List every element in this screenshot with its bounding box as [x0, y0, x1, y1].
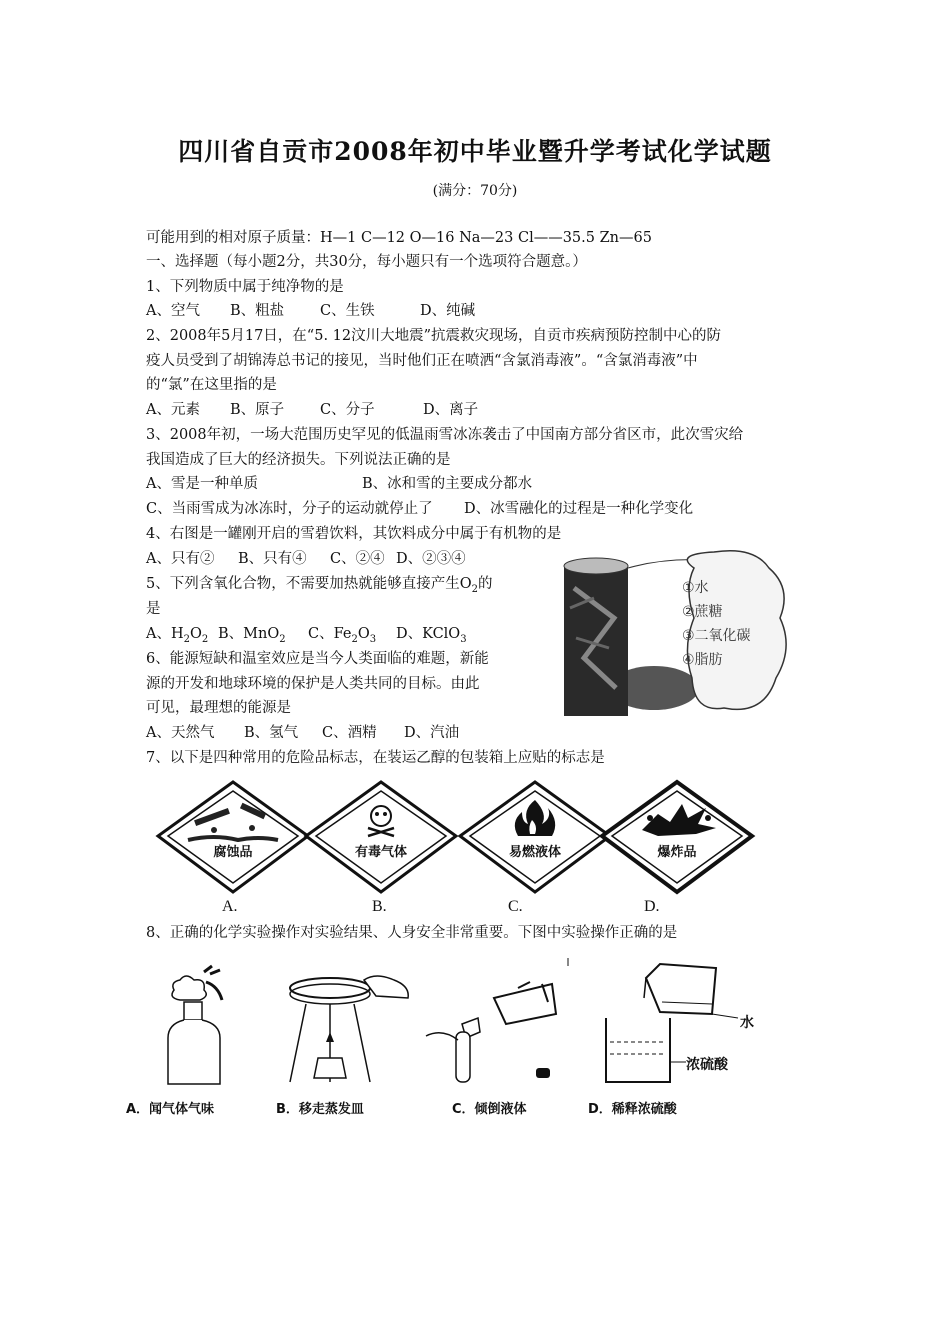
hazard-letter-c: C.: [508, 898, 523, 915]
hazard-letter-b: B.: [372, 898, 387, 915]
q5-c-sub1: 2: [351, 633, 358, 645]
hazard-sign-a: [154, 778, 312, 920]
page-title: 四川省自贡市2008年初中毕业暨升学考试化学试题: [178, 137, 772, 166]
q3-options-cd: [146, 500, 693, 518]
q7-stem: 7、以下是四种常用的危险品标志，在装运乙醇的包装箱上应贴的标志是: [146, 750, 605, 766]
q3-options-ab: [146, 475, 532, 493]
hazard-label-a: 腐蚀品: [213, 845, 253, 860]
q3-option-b: B、冰和雪的主要成分都水: [362, 476, 533, 492]
lab-figure-c: [422, 958, 572, 1086]
page-subtitle: (满分：70分): [432, 183, 518, 199]
hazard-label-c: 易燃液体: [508, 845, 561, 860]
q5-b-text: B、MnO: [218, 626, 280, 642]
q5-option-a: [146, 625, 218, 649]
q5-a-sub1: 2: [183, 633, 190, 645]
label-water: 水: [740, 1015, 754, 1031]
ingredient-1: ①水: [682, 580, 709, 596]
corrosive-icon: [154, 778, 312, 896]
q5-stem-sub: 2: [471, 583, 478, 595]
q6-stem-line1: 6、能源短缺和温室效应是当今人类面临的难题，新能: [146, 651, 489, 667]
q1-stem: 1、下列物质中属于纯净物的是: [146, 279, 344, 295]
q1-option-d: D、纯碱: [420, 303, 476, 319]
q3-stem-line1: 3、2008年初，一场大范围历史罕见的低温雨雪冰冻袭击了中国南方部分省区市，此次雪灾给: [146, 427, 744, 443]
evaporating-dish-icon: [286, 962, 416, 1088]
hazard-sign-b: [302, 778, 460, 920]
q6-option-a: A、天然气: [146, 725, 215, 741]
q4-option-b: B、只有④: [238, 551, 307, 567]
q4-option-d: D、②③④: [396, 551, 466, 567]
caption-d: D．稀释浓硫酸: [588, 1102, 677, 1117]
q5-a-text2: O: [190, 626, 202, 642]
q1-option-c: C、生铁: [320, 303, 375, 319]
q5-stem-line2: 是: [146, 601, 161, 617]
q3-stem-line2: 我国造成了巨大的经济损失。下列说法正确的是: [146, 452, 451, 468]
toxic-gas-icon: [302, 778, 460, 896]
q5-c-text2: O: [357, 626, 370, 642]
caption-a: A．闻气体气味: [126, 1102, 215, 1117]
ingredient-2: ②蔗糖: [682, 604, 723, 620]
flammable-liquid-icon: [456, 778, 614, 896]
q5-option-c: [308, 625, 396, 649]
gas-bottle-icon: [160, 960, 240, 1088]
ingredient-4: ④脂肪: [682, 652, 723, 668]
q5-b-sub: 2: [279, 633, 286, 645]
soda-can-illustration: [554, 548, 794, 720]
q5-stem-line1: [146, 575, 493, 599]
q6-option-b: B、氢气: [244, 725, 299, 741]
q2-option-d: D、离子: [423, 402, 479, 418]
q3-option-d: D、冰雪融化的过程是一种化学变化: [464, 501, 694, 517]
q3-option-a: A、雪是一种单质: [146, 476, 258, 492]
q2-stem-line3: 的“氯”在这里指的是: [146, 377, 277, 393]
q5-d-text: D、KClO: [396, 626, 461, 642]
q5-stem-post: 的: [478, 576, 493, 592]
q5-a-sub2: 2: [201, 633, 209, 645]
q2-options: [146, 401, 478, 419]
q2-option-a: A、元素: [146, 402, 200, 418]
pouring-liquid-icon: [422, 958, 572, 1086]
lab-figure-b: [286, 962, 416, 1088]
q1-options: [146, 302, 475, 320]
q5-a-text1: A、H: [146, 626, 184, 642]
lab-figure-d: [600, 958, 780, 1088]
q1-option-a: A、空气: [146, 303, 200, 319]
q4-options: [146, 550, 466, 568]
q6-option-c: C、酒精: [322, 725, 377, 741]
hazard-sign-c: [456, 778, 614, 920]
q2-option-c: C、分子: [320, 402, 375, 418]
q4-option-c: C、②④: [330, 551, 385, 567]
ingredient-bubble: [682, 576, 751, 672]
q8-stem: 8、正确的化学实验操作对实验结果、人身安全非常重要。下图中实验操作正确的是: [146, 925, 678, 941]
q2-option-b: B、原子: [230, 402, 285, 418]
q5-c-text1: C、Fe: [308, 626, 352, 642]
q6-option-d: D、汽油: [404, 725, 460, 741]
caption-b: B．移走蒸发皿: [276, 1102, 364, 1117]
q4-option-a: A、只有②: [146, 551, 215, 567]
q5-option-b: [218, 625, 308, 649]
hazard-letter-d: D.: [644, 898, 660, 915]
caption-c: C．倾倒液体: [452, 1102, 527, 1117]
q5-stem-pre: 5、下列含氧化合物，不需要加热就能够直接产生O: [146, 576, 472, 592]
q2-stem-line1: 2、2008年5月17日，在“5. 12汶川大地震”抗震救灾现场，自贡市疾病预防控制中心的防: [146, 328, 722, 344]
q2-stem-line2: 疫人员受到了胡锦涛总书记的接见，当时他们正在喷洒“含氯消毒液”。“含氯消毒液”中: [146, 353, 698, 369]
q5-options: [146, 625, 467, 649]
q3-option-c: C、当雨雪成为冰冻时，分子的运动就停止了: [146, 501, 433, 517]
q6-stem-line3: 可见，最理想的能源是: [146, 700, 291, 716]
soda-can-figure: [554, 548, 794, 720]
q1-option-b: B、粗盐: [230, 303, 285, 319]
q6-stem-line2: 源的开发和地球环境的保护是人类共同的目标。由此: [146, 676, 480, 692]
q5-c-sub2: 3: [369, 633, 377, 645]
label-concentrated-acid: 浓硫酸: [686, 1057, 728, 1073]
ingredient-3: ③二氧化碳: [682, 628, 751, 644]
section-heading: 一、选择题（每小题2分，共30分，每小题只有一个选项符合题意。）: [146, 254, 587, 270]
atomic-masses: 可能用到的相对原子质量：H—1 C—12 O—16 Na—23 Cl——35.5 Zn—65: [146, 230, 652, 246]
q6-options: [146, 724, 459, 742]
q5-option-d: [396, 625, 467, 649]
q5-d-sub: 3: [460, 633, 467, 645]
explosive-icon: [598, 778, 756, 896]
lab-figure-a: [160, 960, 240, 1088]
hazard-label-b: 有毒气体: [354, 845, 407, 860]
hazard-sign-d: [598, 778, 756, 920]
hazard-letter-a: A.: [222, 898, 238, 915]
hazard-label-d: 爆炸品: [657, 845, 697, 860]
q4-stem: 4、右图是一罐刚开启的雪碧饮料，其饮料成分中属于有机物的是: [146, 526, 562, 542]
